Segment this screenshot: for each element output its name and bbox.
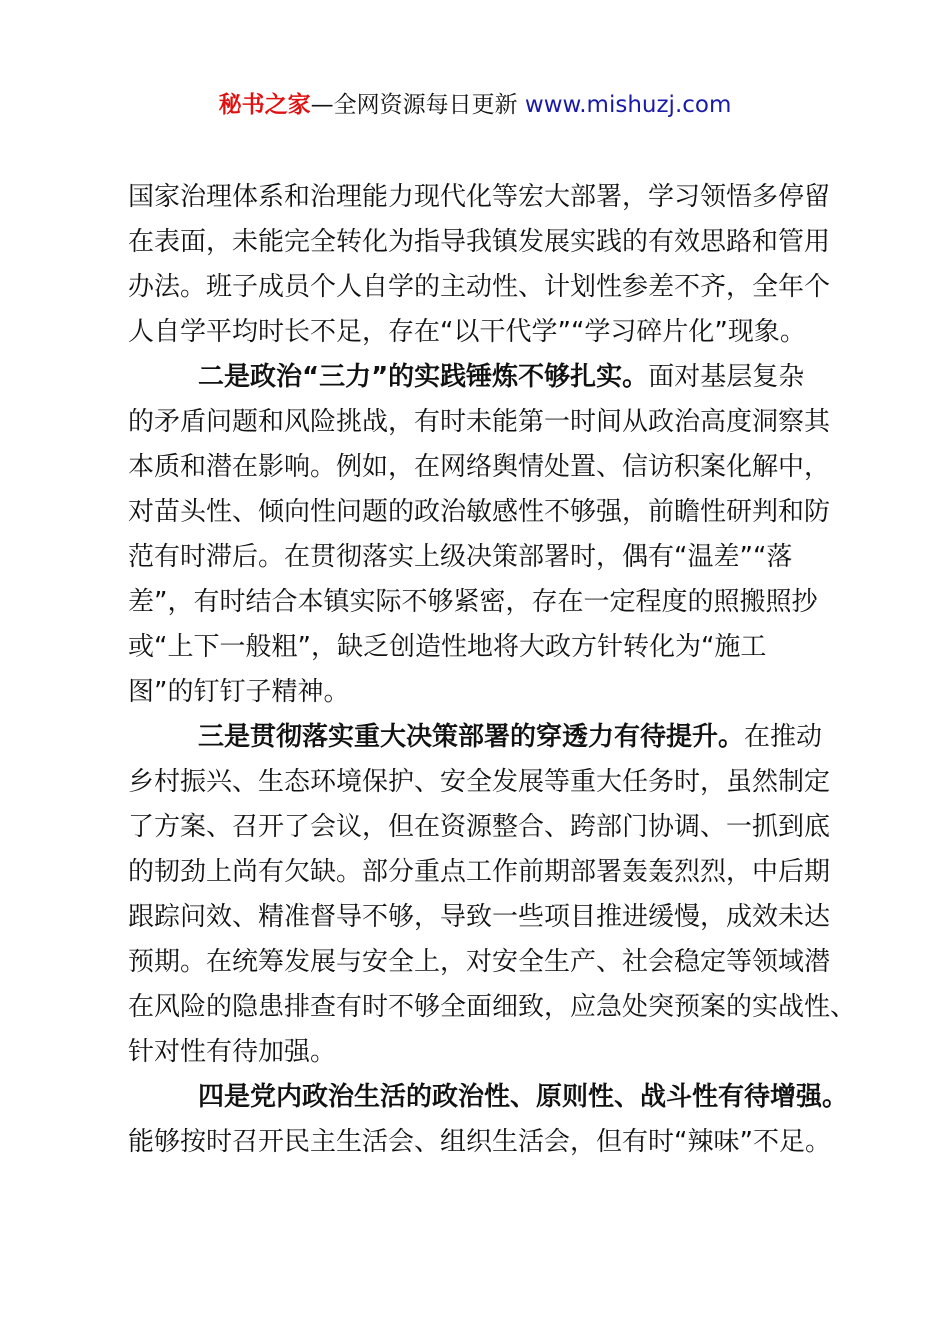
text-line (128, 580, 844, 625)
text-line (128, 625, 844, 670)
text-line (128, 940, 844, 985)
line-text: 在表面，未能完全转化为指导我镇发展实践的有效思路和管用 (128, 227, 831, 257)
text-line (128, 535, 844, 580)
line-text: 乡村振兴、生态环境保护、安全发展等重大任务时，虽然制定 (128, 767, 831, 797)
line-text: 在推动 (744, 722, 823, 752)
line-text: 在风险的隐患排查有时不够全面细致，应急处突预案的实战性、 (128, 992, 857, 1022)
site-header (0, 88, 950, 122)
line-text: 的韧劲上尚有欠缺。部分重点工作前期部署轰轰烈烈，中后期 (128, 857, 831, 887)
text-line (128, 1030, 844, 1075)
text-line (128, 175, 844, 220)
line-text: 办法。班子成员个人自学的主动性、计划性参差不齐，全年个 (128, 272, 831, 302)
text-line (128, 490, 844, 535)
site-tagline: —全网资源每日更新 (310, 92, 525, 118)
line-text: 面对基层复杂 (648, 362, 805, 392)
paragraph-heading: 四是党内政治生活的政治性、原则性、战斗性有待增强。 (198, 1082, 849, 1112)
paragraph-heading: 二是政治“三力”的实践锤炼不够扎实。 (198, 362, 649, 392)
line-text: 能够按时召开民主生活会、组织生活会，但有时“辣味”不足。 (128, 1127, 831, 1157)
line-text: 了方案、召开了会议，但在资源整合、跨部门协调、一抓到底 (128, 812, 831, 842)
line-text: 范有时滞后。在贯彻落实上级决策部署时，偶有“温差”“落 (128, 542, 793, 572)
text-line (128, 220, 844, 265)
paragraph-heading: 三是贯彻落实重大决策部署的穿透力有待提升。 (198, 722, 745, 752)
text-line (128, 985, 857, 1030)
text-line (128, 445, 844, 490)
document-body (128, 175, 857, 1165)
line-text: 预期。在统筹发展与安全上，对安全生产、社会稳定等领域潜 (128, 947, 831, 977)
text-line (128, 265, 844, 310)
line-text: 或“上下一般粗”，缺乏创造性地将大政方针转化为“施工 (128, 632, 767, 662)
text-line (128, 850, 844, 895)
paragraph-start-line (128, 355, 844, 400)
paragraph-start-line (128, 715, 844, 760)
line-text: 图”的钉钉子精神。 (128, 677, 350, 707)
line-text: 的矛盾问题和风险挑战，有时未能第一时间从政治高度洞察其 (128, 407, 831, 437)
text-line (128, 895, 844, 940)
line-text: 对苗头性、倾向性问题的政治敏感性不够强，前瞻性研判和防 (128, 497, 831, 527)
site-url-link[interactable]: www.mishuzj.com (524, 92, 732, 118)
text-line (128, 400, 844, 445)
text-line (128, 760, 844, 805)
text-line (128, 805, 844, 850)
line-text: 差”，有时结合本镇实际不够紧密，存在一定程度的照搬照抄 (128, 587, 818, 617)
line-text: 人自学平均时长不足，存在“以干代学”“学习碎片化”现象。 (128, 317, 806, 347)
line-text: 跟踪问效、精准督导不够，导致一些项目推进缓慢，成效未达 (128, 902, 831, 932)
paragraph-start-line (128, 1075, 849, 1120)
site-brand: 秘书之家 (218, 92, 311, 118)
text-line (128, 670, 844, 715)
line-text: 本质和潜在影响。例如，在网络舆情处置、信访积案化解中， (128, 452, 831, 482)
text-line (128, 1120, 844, 1165)
line-text: 国家治理体系和治理能力现代化等宏大部署，学习领悟多停留 (128, 182, 831, 212)
text-line (128, 310, 844, 355)
line-text: 针对性有待加强。 (128, 1037, 337, 1067)
